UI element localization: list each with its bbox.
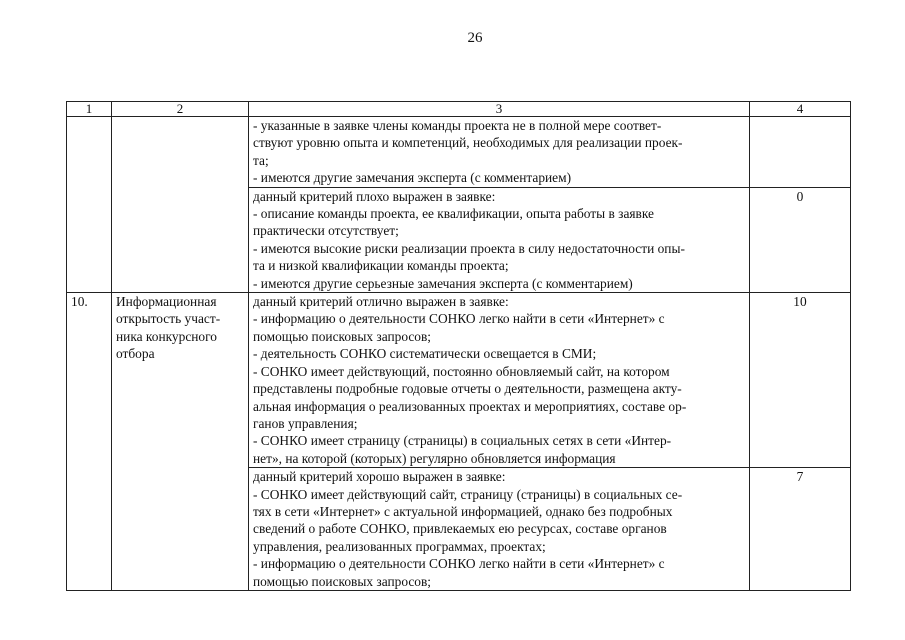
description-line: - СОНКО имеет действующий, постоянно обновляемый сайт, на котором	[253, 363, 670, 379]
description-line: сведений о работе СОНКО, привлекаемых ею ресурсах, составе органов	[253, 521, 667, 537]
table-row	[67, 117, 851, 188]
description-line: - информацию о деятельности СОНКО легко найти в сети «Интернет» с	[253, 556, 665, 572]
score-cell: 0	[750, 187, 851, 292]
criteria-table	[66, 101, 851, 591]
description-line: данный критерий плохо выражен в заявке:	[253, 188, 496, 204]
description-cell	[249, 187, 750, 292]
description-line: - СОНКО имеет страницу (страницы) в социальных сетях в сети «Интер-	[253, 433, 672, 449]
description-line: - указанные в заявке члены команды проекта не в полной мере соответ-	[253, 118, 662, 133]
header-cell-2: 2	[112, 102, 249, 117]
description-line: - информацию о деятельности СОНКО легко найти в сети «Интернет» с	[253, 311, 665, 327]
description-line: альная информация о реализованных проектах и мероприятиях, составе ор-	[253, 398, 687, 414]
description-line: - описание команды проекта, ее квалификации, опыта работы в заявке	[253, 206, 654, 222]
description-line: - имеются высокие риски реализации проекта в силу недостаточности опы-	[253, 240, 685, 256]
description-line: та и низкой квалификации команды проекта;	[253, 258, 509, 274]
table-header-row	[67, 102, 851, 117]
criterion-line: открытость участ-	[116, 311, 221, 327]
criterion-line: отбора	[116, 346, 155, 362]
header-cell-4: 4	[750, 102, 851, 117]
description-line: - имеются другие замечания эксперта (с комментарием)	[253, 170, 572, 186]
description-cell	[249, 117, 750, 188]
page-number: 26	[467, 30, 483, 46]
description-line: практически отсутствует;	[253, 223, 399, 239]
criterion-line: Информационная	[116, 294, 217, 310]
criterion-cell	[112, 117, 249, 293]
criterion-line: ника конкурсного	[116, 328, 217, 344]
description-line: управления, реализованных программах, проектах;	[253, 538, 546, 554]
description-line: тях в сети «Интернет» с актуальной информацией, однако без подробных	[253, 503, 673, 519]
description-cell	[249, 468, 750, 591]
score-cell	[750, 117, 851, 188]
description-cell	[249, 293, 750, 468]
description-line: - СОНКО имеет действующий сайт, страницу (страницы) в социальных се-	[253, 486, 683, 502]
description-line: - деятельность СОНКО систематически освещается в СМИ;	[253, 346, 597, 362]
description-line: помощью поисковых запросов;	[253, 328, 432, 344]
description-line: данный критерий отлично выражен в заявке:	[253, 294, 509, 310]
score-cell: 10	[750, 293, 851, 468]
row-number-cell: 10.	[67, 293, 112, 591]
criterion-cell	[112, 293, 249, 591]
description-line: представлены подробные годовые отчеты о деятельности, размещена акту-	[253, 381, 682, 397]
description-line: помощью поисковых запросов;	[253, 573, 432, 589]
score-cell: 7	[750, 468, 851, 591]
table-row	[67, 293, 851, 468]
description-line: нет», на которой (которых) регулярно обновляется информация	[253, 450, 616, 466]
header-cell-1: 1	[67, 102, 112, 117]
description-line: ствуют уровню опыта и компетенций, необходимых для реализации проек-	[253, 135, 683, 151]
row-number-cell	[67, 117, 112, 293]
description-line: ганов управления;	[253, 415, 358, 431]
description-line: данный критерий хорошо выражен в заявке:	[253, 469, 506, 485]
description-line: та;	[253, 152, 269, 168]
header-cell-3: 3	[249, 102, 750, 117]
description-line: - имеются другие серьезные замечания эксперта (с комментарием)	[253, 275, 633, 291]
